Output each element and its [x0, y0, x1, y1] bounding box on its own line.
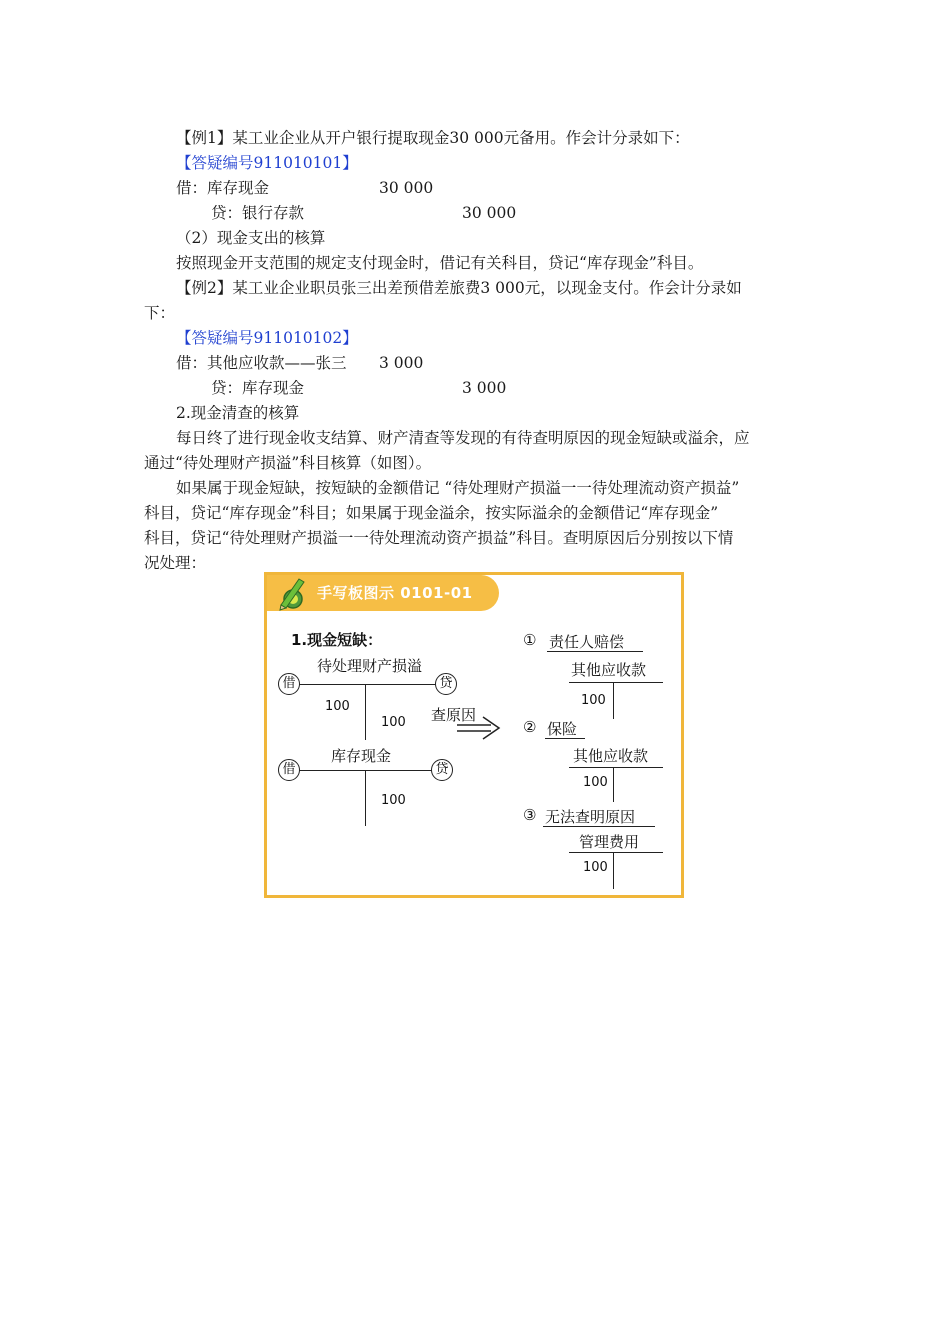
- option-3-number: ③: [523, 806, 537, 824]
- section-heading-cash-check: 2.现金清查的核算: [176, 404, 300, 422]
- option-1-number: ①: [523, 631, 537, 649]
- option-1-amount: 100: [581, 693, 606, 708]
- t-account-1-hline: [299, 684, 439, 685]
- t-account-2-hline: [299, 770, 439, 771]
- credit-entry-2: 贷：库存现金: [211, 379, 305, 397]
- option-2-label: 保险: [547, 720, 578, 738]
- credit-entry-1: 贷：银行存款: [211, 204, 305, 222]
- debit-circle-1: 借: [278, 673, 300, 695]
- option-1-account: 其他应收款: [571, 661, 647, 679]
- option-3-vline: [613, 853, 614, 889]
- debit-entry-1: 借：库存现金: [176, 179, 270, 197]
- t1-debit-amount: 100: [325, 699, 350, 714]
- credit-circle-1: 贷: [435, 673, 457, 695]
- t2-credit-amount: 100: [381, 793, 406, 808]
- option-2-vline: [613, 768, 614, 802]
- handwriting-board-figure: [264, 572, 684, 898]
- section-heading-2: （2）现金支出的核算: [176, 229, 326, 247]
- option-2-hline: [569, 767, 663, 768]
- option-2-amount: 100: [583, 775, 608, 790]
- option-1-underline: [547, 651, 643, 652]
- option-1-hline: [569, 682, 663, 683]
- qa-code-link-1[interactable]: 【答疑编号911010101】: [176, 154, 358, 172]
- credit-amount-1: 30 000: [462, 204, 517, 222]
- option-1-vline: [613, 683, 614, 719]
- account-pending-loss: 待处理财产损溢: [317, 657, 423, 675]
- figure-title: 手写板图示 0101-01: [317, 584, 473, 602]
- debit-circle-2: 借: [278, 759, 300, 781]
- debit-amount-2: 3 000: [379, 354, 424, 372]
- qa-code-link-2[interactable]: 【答疑编号911010102】: [176, 329, 358, 347]
- credit-amount-2: 3 000: [462, 379, 507, 397]
- option-2-number: ②: [523, 718, 537, 736]
- shortage-heading: 1.现金短缺：: [291, 631, 383, 649]
- paragraph-daily-check-cont: 通过“待处理财产损溢”科目核算（如图）。: [144, 454, 432, 472]
- option-3-underline: [543, 826, 655, 827]
- paragraph-shortage-cont-2: 科目，贷记“待处理财产损溢一一待处理流动资产损益”科目。查明原因后分别按以下情: [144, 529, 734, 547]
- pencil-icon: [273, 575, 313, 611]
- paragraph-shortage-cont-1: 科目，贷记“库存现金”科目；如果属于现金溢余，按实际溢余的金额借记“库存现金”: [144, 504, 719, 522]
- option-3-hline: [569, 852, 663, 853]
- option-2-underline: [545, 738, 585, 739]
- t1-credit-amount: 100: [381, 715, 406, 730]
- t-account-1-vline: [365, 685, 366, 740]
- option-3-label: 无法查明原因: [545, 808, 636, 826]
- option-1-label: 责任人赔偿: [549, 633, 625, 651]
- example-2-line-cont: 下：: [144, 304, 176, 322]
- credit-circle-2: 贷: [431, 759, 453, 781]
- t-account-2-vline: [365, 771, 366, 826]
- option-3-amount: 100: [583, 860, 608, 875]
- option-2-account: 其他应收款: [573, 747, 649, 765]
- option-3-account: 管理费用: [579, 833, 640, 851]
- debit-entry-2: 借：其他应收款——张三: [176, 354, 347, 372]
- double-arrow-icon: [455, 713, 505, 743]
- debit-amount-1: 30 000: [379, 179, 434, 197]
- arrow-label: 查原因: [431, 706, 477, 724]
- example-1-line: 【例1】某工业企业从开户银行提取现金30 000元备用。作会计分录如下：: [176, 129, 690, 147]
- paragraph-shortage: 如果属于现金短缺，按短缺的金额借记 “待处理财产损溢一一待处理流动资产损益”: [176, 479, 740, 497]
- example-2-line: 【例2】某工业企业职员张三出差预借差旅费3 000元，以现金支付。作会计分录如: [176, 279, 742, 297]
- paragraph-daily-check: 每日终了进行现金收支结算、财产清查等发现的有待查明原因的现金短缺或溢余，应: [176, 429, 750, 447]
- account-cash: 库存现金: [331, 747, 392, 765]
- paragraph-shortage-cont-3: 况处理：: [144, 554, 207, 572]
- paragraph-cash-payment: 按照现金开支范围的规定支付现金时，借记有关科目，贷记“库存现金”科目。: [176, 254, 704, 272]
